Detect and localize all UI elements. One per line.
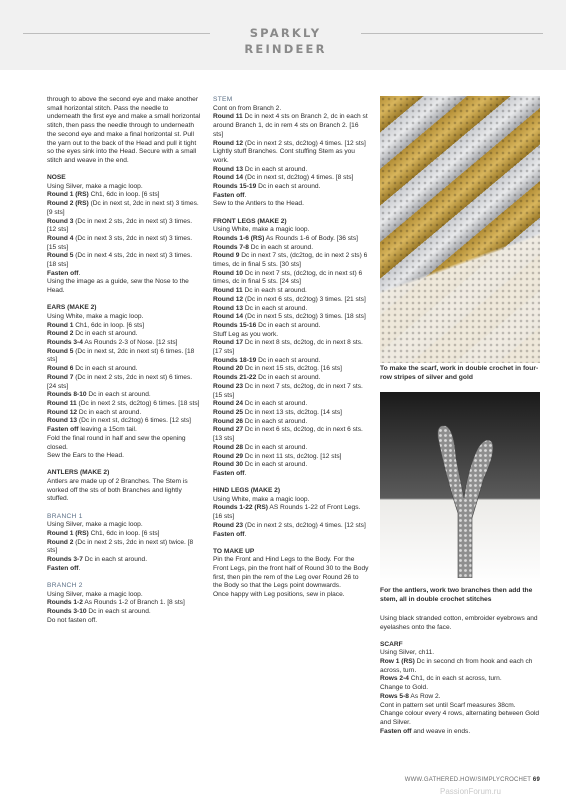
antler-illustration <box>428 418 502 578</box>
embroidery-note <box>380 615 540 632</box>
instruction-line <box>47 330 202 339</box>
round-label: Round 6 <box>47 365 74 373</box>
round-label: Round 3 <box>47 217 74 225</box>
instruction-text: (Dc in next 2 sts, dc2tog) 4 times. [12 sts] <box>243 139 366 147</box>
instruction-line <box>47 365 202 374</box>
section-heading: NOSE <box>47 174 66 182</box>
round-label: Rounds 1-2 <box>47 599 83 607</box>
instruction-line <box>47 322 202 331</box>
instruction-text: Dc in next 4 sts on Branch 2, dc in each st around Branch 1, dc in rem 4 sts on Branch 2. [16 sts] <box>213 113 368 138</box>
instruction-line <box>213 226 369 235</box>
instruction-line <box>213 357 369 366</box>
instruction-line <box>213 252 369 269</box>
round-label: Fasten off <box>213 469 245 477</box>
instruction-text: Using White, make a magic loop. <box>213 226 310 234</box>
instruction-text: Dc in next 7 sts, (dc2tog, dc in next st) 6 times, dc in final 5 sts. [24 sts] <box>213 269 363 286</box>
instruction-line <box>47 400 202 409</box>
section-block <box>213 96 369 209</box>
instruction-line <box>47 478 202 504</box>
section-heading: TO MAKE UP <box>213 547 255 555</box>
instruction-line <box>47 235 202 252</box>
instruction-line <box>213 365 369 374</box>
round-label: Fasten off <box>380 727 412 735</box>
instruction-line <box>47 417 202 426</box>
instruction-text: Using White, make a magic loop. <box>213 495 310 503</box>
instruction-text: Dc in next 7 sts, dc2tog, dc in next 7 sts. [15 sts] <box>213 382 363 399</box>
round-label: Round 27 <box>213 426 244 434</box>
column-right <box>380 96 540 745</box>
section-block <box>213 487 369 539</box>
instruction-line <box>47 521 202 530</box>
instruction-text: As Rounds 1-2 of Branch 1. [8 sts] <box>82 599 185 607</box>
section-block <box>47 582 202 626</box>
page-title: SPARKLY REINDEER <box>244 26 327 56</box>
instruction-text: Dc in next 6 sts, dc2tog, dc in next 6 sts. [13 sts] <box>213 426 363 443</box>
section-heading: ANTLERS (MAKE 2) <box>47 469 110 477</box>
instruction-line <box>213 140 369 149</box>
section-block <box>213 548 369 600</box>
instruction-text: Dc in each st around. <box>77 408 142 416</box>
instruction-line <box>380 710 540 727</box>
instruction-line <box>213 383 369 400</box>
instruction-text: Dc in each st around. <box>256 183 321 191</box>
instruction-line <box>213 522 369 531</box>
round-label: Round 1 (RS) <box>47 529 89 537</box>
round-label: Round 1 (RS) <box>47 191 89 199</box>
instruction-line <box>213 496 369 505</box>
instruction-text: . <box>244 530 247 538</box>
section-block <box>47 96 202 166</box>
round-label: Round 11 <box>47 399 77 407</box>
instruction-line <box>47 565 202 574</box>
round-label: Rounds 1-22 (RS) <box>213 504 268 512</box>
instruction-text: . <box>78 564 81 572</box>
instruction-line <box>213 174 369 183</box>
instruction-text: Sew the Ears to the Head. <box>47 452 124 460</box>
instruction-text: As Row 2. <box>408 692 441 700</box>
instruction-text: Dc in each st around. <box>256 374 321 382</box>
instruction-line <box>47 599 202 608</box>
instruction-text: Dc in next 11 sts, dc2tog. [12 sts] <box>243 452 342 460</box>
instruction-text: . <box>244 191 247 199</box>
instruction-line <box>47 374 202 391</box>
instruction-line <box>213 322 369 331</box>
instruction-text: Dc in each st around. <box>248 243 314 251</box>
round-label: Round 12 <box>213 139 244 147</box>
instruction-text: Dc in each st around. <box>82 556 148 564</box>
round-label: Rounds 3-4 <box>47 339 83 347</box>
instruction-text: Dc in each st around. <box>243 417 308 425</box>
round-label: Fasten off <box>47 564 79 572</box>
instruction-line <box>47 339 202 348</box>
round-label: Round 28 <box>213 443 244 451</box>
round-label: Round 5 <box>47 347 74 355</box>
round-label: Round 12 <box>213 295 244 303</box>
section-subheading: STEM <box>213 96 233 103</box>
instruction-text: Dc in each st around. <box>243 443 308 451</box>
instruction-line <box>47 591 202 600</box>
instruction-text: Sew to the Antlers to the Head. <box>213 200 304 208</box>
round-label: Rounds 7-8 <box>213 243 249 251</box>
instruction-text: (Dc in next st, dc2tog) 4 times. [8 sts] <box>243 174 354 182</box>
instruction-line <box>380 728 540 737</box>
instruction-text: (Dc in next 2 sts, dc2tog) 6 times. [18 sts] <box>76 399 200 407</box>
header-rule-left <box>23 33 210 34</box>
section-subheading: BRANCH 1 <box>47 512 83 520</box>
round-label: Round 26 <box>213 417 244 425</box>
instruction-text: Using Silver, make a magic loop. <box>47 590 143 598</box>
round-label: Rounds 1-6 (RS) <box>213 234 265 242</box>
instruction-line <box>47 435 202 452</box>
instruction-line <box>213 166 369 175</box>
scarf-heading: SCARF <box>380 640 403 648</box>
instruction-text: Dc in each st around. <box>86 391 151 399</box>
instruction-text: . <box>244 469 247 477</box>
instruction-text: Antlers are made up of 2 Branches. The Stem is worked off the sts of both Branches and lightly stuffed. <box>47 478 188 503</box>
round-label: Fasten off <box>213 530 245 538</box>
round-label: Fasten off <box>213 191 245 199</box>
round-label: Round 1 <box>47 321 74 329</box>
page-footer <box>380 777 540 783</box>
instruction-line <box>213 453 369 462</box>
round-label: Round 23 <box>213 382 244 390</box>
round-label: Round 14 <box>213 313 244 321</box>
instruction-line <box>47 409 202 418</box>
instruction-text: Dc in next 13 sts, dc2tog. [14 sts] <box>243 409 343 416</box>
instruction-text: (Dc in next 3 sts, 2dc in next st) 3 times. [15 sts] <box>47 234 193 251</box>
round-label: Round 10 <box>213 269 244 277</box>
instruction-text: Dc in each st around. <box>242 287 307 295</box>
instruction-line <box>47 426 202 435</box>
instruction-text: leaving a 15cm tail. <box>78 426 137 434</box>
instruction-line <box>213 235 369 244</box>
round-label: Round 17 <box>213 339 244 347</box>
knit-texture <box>380 96 540 363</box>
instruction-text: Dc in each st around. <box>86 607 151 615</box>
round-label: Rounds 18-19 <box>213 356 257 364</box>
round-label: Fasten off <box>47 269 79 277</box>
instruction-line <box>47 270 202 279</box>
instruction-line <box>213 105 369 114</box>
section-block <box>47 174 202 296</box>
round-label: Rounds 8-10 <box>47 391 87 399</box>
instruction-text: (Dc in next st, 2dc in next st) 6 times. [18 sts] <box>47 347 195 364</box>
instruction-text: Dc in each st around. <box>243 400 308 408</box>
instruction-text: Dc in each st around. <box>73 365 138 373</box>
instruction-line <box>213 296 369 305</box>
section-block <box>47 469 202 504</box>
round-label: Round 5 <box>47 252 74 260</box>
instruction-text: Cont on from Branch 2. <box>213 104 282 112</box>
instruction-line <box>213 331 369 340</box>
antler-photo-caption: For the antlers, work two branches then add the stem, all in double crochet stitches <box>380 587 533 604</box>
instruction-line <box>213 200 369 209</box>
instruction-line <box>213 531 369 540</box>
round-label: Round 13 <box>213 304 244 312</box>
instruction-text: (Dc in next st, dc2tog) 6 times. [12 sts] <box>77 417 192 425</box>
section-block <box>47 513 202 574</box>
instruction-text: Dc in each st around. <box>256 356 321 364</box>
instruction-line <box>213 426 369 443</box>
instruction-line <box>47 391 202 400</box>
antler-photo <box>380 392 540 585</box>
round-label: Fasten off <box>47 426 79 434</box>
instruction-text: Ch1, 6dc in loop. [6 sts] <box>73 321 145 329</box>
instruction-text: Pin the Front and Hind Legs to the Body. For the Front Legs, pin the front half of Round 30 to the Body first, then pin the rem of the Leg over Round 26 to the Body so that the Legs point downwards. <box>213 556 369 590</box>
instruction-line <box>47 556 202 565</box>
instruction-text: Dc in next 15 sts, dc2tog. [16 sts] <box>243 365 343 373</box>
section-subheading: BRANCH 2 <box>47 581 83 589</box>
instruction-text: Dc in second ch from hook and each ch across, turn. <box>380 658 533 674</box>
instruction-line <box>213 313 369 322</box>
instruction-text: Cont in pattern set until Scarf measures 38cm. <box>380 701 516 709</box>
instruction-text: . <box>78 269 81 277</box>
instruction-line <box>213 444 369 453</box>
round-label: Round 11 <box>213 287 243 295</box>
instruction-line <box>47 200 202 217</box>
round-label: Round 30 <box>213 461 244 469</box>
instruction-line <box>47 183 202 192</box>
round-label: Rounds 21-22 <box>213 374 257 382</box>
instruction-text: Using Silver, ch11. <box>380 649 435 657</box>
instruction-text: (Dc in next 5 sts, dc2tog) 3 times. [18 sts] <box>243 313 366 321</box>
round-label: Round 7 <box>47 373 74 381</box>
instruction-text: Using White, make a magic loop. <box>47 312 144 320</box>
instruction-text: Dc in each st around. <box>243 461 308 469</box>
instruction-line <box>213 409 369 418</box>
round-label: Round 13 <box>47 417 78 425</box>
round-label: Round 11 <box>213 113 243 121</box>
section-block <box>47 304 202 461</box>
instruction-line <box>380 658 540 675</box>
round-label: Round 24 <box>213 400 244 408</box>
instruction-text: (Dc in next 2 sts, 2dc in next st) twice. [8 sts] <box>47 538 194 555</box>
instruction-text: and weave in ends. <box>411 727 471 735</box>
instruction-text: Dc in each st around. <box>243 165 308 173</box>
round-label: Round 25 <box>213 409 244 416</box>
instruction-text: (Dc in next 2 sts, dc2tog) 4 times. [12 sts] <box>243 521 366 529</box>
embroidery-text: Using black stranded cotton, embroider eyebrows and eyelashes onto the face. <box>380 614 538 631</box>
instruction-line <box>213 556 369 591</box>
round-label: Round 29 <box>213 452 244 460</box>
round-label: Rows 5-8 <box>380 692 409 700</box>
footer-url: WWW.GATHERED.HOW/SIMPLYCROCHET <box>404 777 532 783</box>
column-left <box>47 96 202 634</box>
instruction-line <box>380 702 540 711</box>
round-label: Round 9 <box>213 252 240 260</box>
instruction-text: Lightly stuff Branches. Cont stuffing Stem as you work. <box>213 148 355 164</box>
instruction-line <box>213 461 369 470</box>
paragraph: through to above the second eye and make another small horizontal stitch. Pass the needle to underneath the first eye and make a small horizontal stitch, then pass the needle through to underneath the second eye and make a final horizontal st. Pull the yarn out to the back of the Head and pull it tight so the eyes sink into the Head. Secure with a small stitch and weave in the end. <box>47 96 201 164</box>
instruction-text: Do not fasten off. <box>47 616 98 624</box>
instruction-line <box>47 539 202 556</box>
instruction-text: Using Silver, make a magic loop. <box>47 521 143 529</box>
section-block <box>213 218 369 479</box>
instruction-line <box>213 374 369 383</box>
round-label: Round 12 <box>47 408 78 416</box>
scarf-section <box>380 641 540 737</box>
instruction-line <box>47 608 202 617</box>
instruction-text: As Rounds 1-6 of Body. [36 sts] <box>264 234 359 242</box>
instruction-line <box>213 244 369 253</box>
instruction-text: As Rounds 2-3 of Nose. [12 sts] <box>82 339 178 347</box>
instruction-text: (Dc in next 4 sts, 2dc in next st) 3 times. [18 sts] <box>47 252 193 269</box>
instruction-line <box>380 693 540 702</box>
instruction-text: Change colour every 4 rows, alternating between Gold and Silver. <box>380 710 540 726</box>
instruction-line <box>213 418 369 427</box>
scarf-photo <box>380 96 540 363</box>
instruction-text: (Dc in next st, 2dc in next st) 3 times. [9 sts] <box>47 200 199 216</box>
instruction-line <box>380 675 540 684</box>
instruction-line <box>47 452 202 461</box>
watermark: PassionForum.ru <box>440 787 501 796</box>
instruction-text: Once happy with Leg positions, sew in place. <box>213 591 345 599</box>
instruction-line <box>47 218 202 235</box>
round-label: Round 20 <box>213 365 244 373</box>
section-heading: EARS (MAKE 2) <box>47 304 97 312</box>
round-label: Round 23 <box>213 521 244 529</box>
instruction-text: Dc in next 7 sts, (dc2tog, dc in next 2 sts) 6 times, dc in final 5 sts. [30 sts] <box>213 252 368 269</box>
round-label: Rounds 3-10 <box>47 607 87 615</box>
instruction-line <box>213 305 369 314</box>
instruction-text: Using Silver, make a magic loop. <box>47 182 143 190</box>
instruction-line <box>213 287 369 296</box>
column-middle <box>213 96 369 608</box>
instruction-text: Fold the final round in half and sew the opening closed. <box>47 434 186 451</box>
instruction-line <box>47 313 202 322</box>
header-rule-right <box>361 33 543 34</box>
instruction-text: Dc in next 8 sts, dc2tog, dc in next 8 sts. [17 sts] <box>213 339 363 356</box>
round-label: Rows 2-4 <box>380 675 409 683</box>
round-label: Round 2 <box>47 330 74 338</box>
instruction-line <box>213 470 369 479</box>
instruction-line <box>47 348 202 365</box>
round-label: Round 13 <box>213 165 244 173</box>
round-label: Row 1 (RS) <box>380 658 415 666</box>
instruction-line <box>47 278 202 295</box>
instruction-text: Ch1, dc in each st across, turn. <box>408 675 502 683</box>
instruction-text: Stuff Leg as you work. <box>213 330 279 338</box>
round-label: Round 4 <box>47 234 74 242</box>
instruction-text: Ch1, 6dc in loop. [6 sts] <box>88 191 160 199</box>
section-heading: FRONT LEGS (MAKE 2) <box>213 217 287 225</box>
instruction-text: Change to Gold. <box>380 684 429 692</box>
instruction-line <box>213 183 369 192</box>
instruction-line <box>47 617 202 626</box>
round-label: Round 2 (RS) <box>47 200 89 208</box>
instruction-text: Ch1, 6dc in loop. [6 sts] <box>88 529 160 537</box>
instruction-text: Dc in each st around. <box>243 304 308 312</box>
instruction-line <box>47 530 202 539</box>
instruction-line <box>213 339 369 356</box>
instruction-text: Using the image as a guide, sew the Nose to the Head. <box>47 278 189 295</box>
instruction-line <box>213 270 369 287</box>
round-label: Round 14 <box>213 174 244 182</box>
instruction-text: (Dc in next 2 sts, 2dc in next st) 6 times. [24 sts] <box>47 373 193 390</box>
instruction-line <box>213 591 369 600</box>
instruction-text: Dc in each st around. <box>256 321 321 329</box>
instruction-line <box>380 684 540 693</box>
instruction-text: (Dc in next 2 sts, 2dc in next st) 3 times. [12 sts] <box>47 217 193 234</box>
instruction-text: Dc in each st around. <box>73 330 138 338</box>
instruction-line <box>213 192 369 201</box>
instruction-line <box>47 191 202 200</box>
instruction-line <box>213 400 369 409</box>
instruction-line <box>213 113 369 139</box>
instruction-text: (Dc in next 6 sts, dc2tog) 3 times. [21 sts] <box>243 295 366 303</box>
instruction-line <box>213 148 369 165</box>
instruction-text: AS Rounds 1-22 of Front Legs. [16 sts] <box>213 504 361 521</box>
page-number: 69 <box>532 777 540 783</box>
instruction-line <box>213 504 369 521</box>
section-heading: HIND LEGS (MAKE 2) <box>213 487 281 495</box>
instruction-line <box>47 252 202 269</box>
round-label: Rounds 15-16 <box>213 321 257 329</box>
instruction-line <box>380 649 540 658</box>
round-label: Rounds 15-19 <box>213 183 257 191</box>
scarf-photo-caption: To make the scarf, work in double crochet in four-row stripes of silver and gold <box>380 365 539 381</box>
round-label: Rounds 3-7 <box>47 556 83 564</box>
round-label: Round 2 <box>47 538 74 546</box>
